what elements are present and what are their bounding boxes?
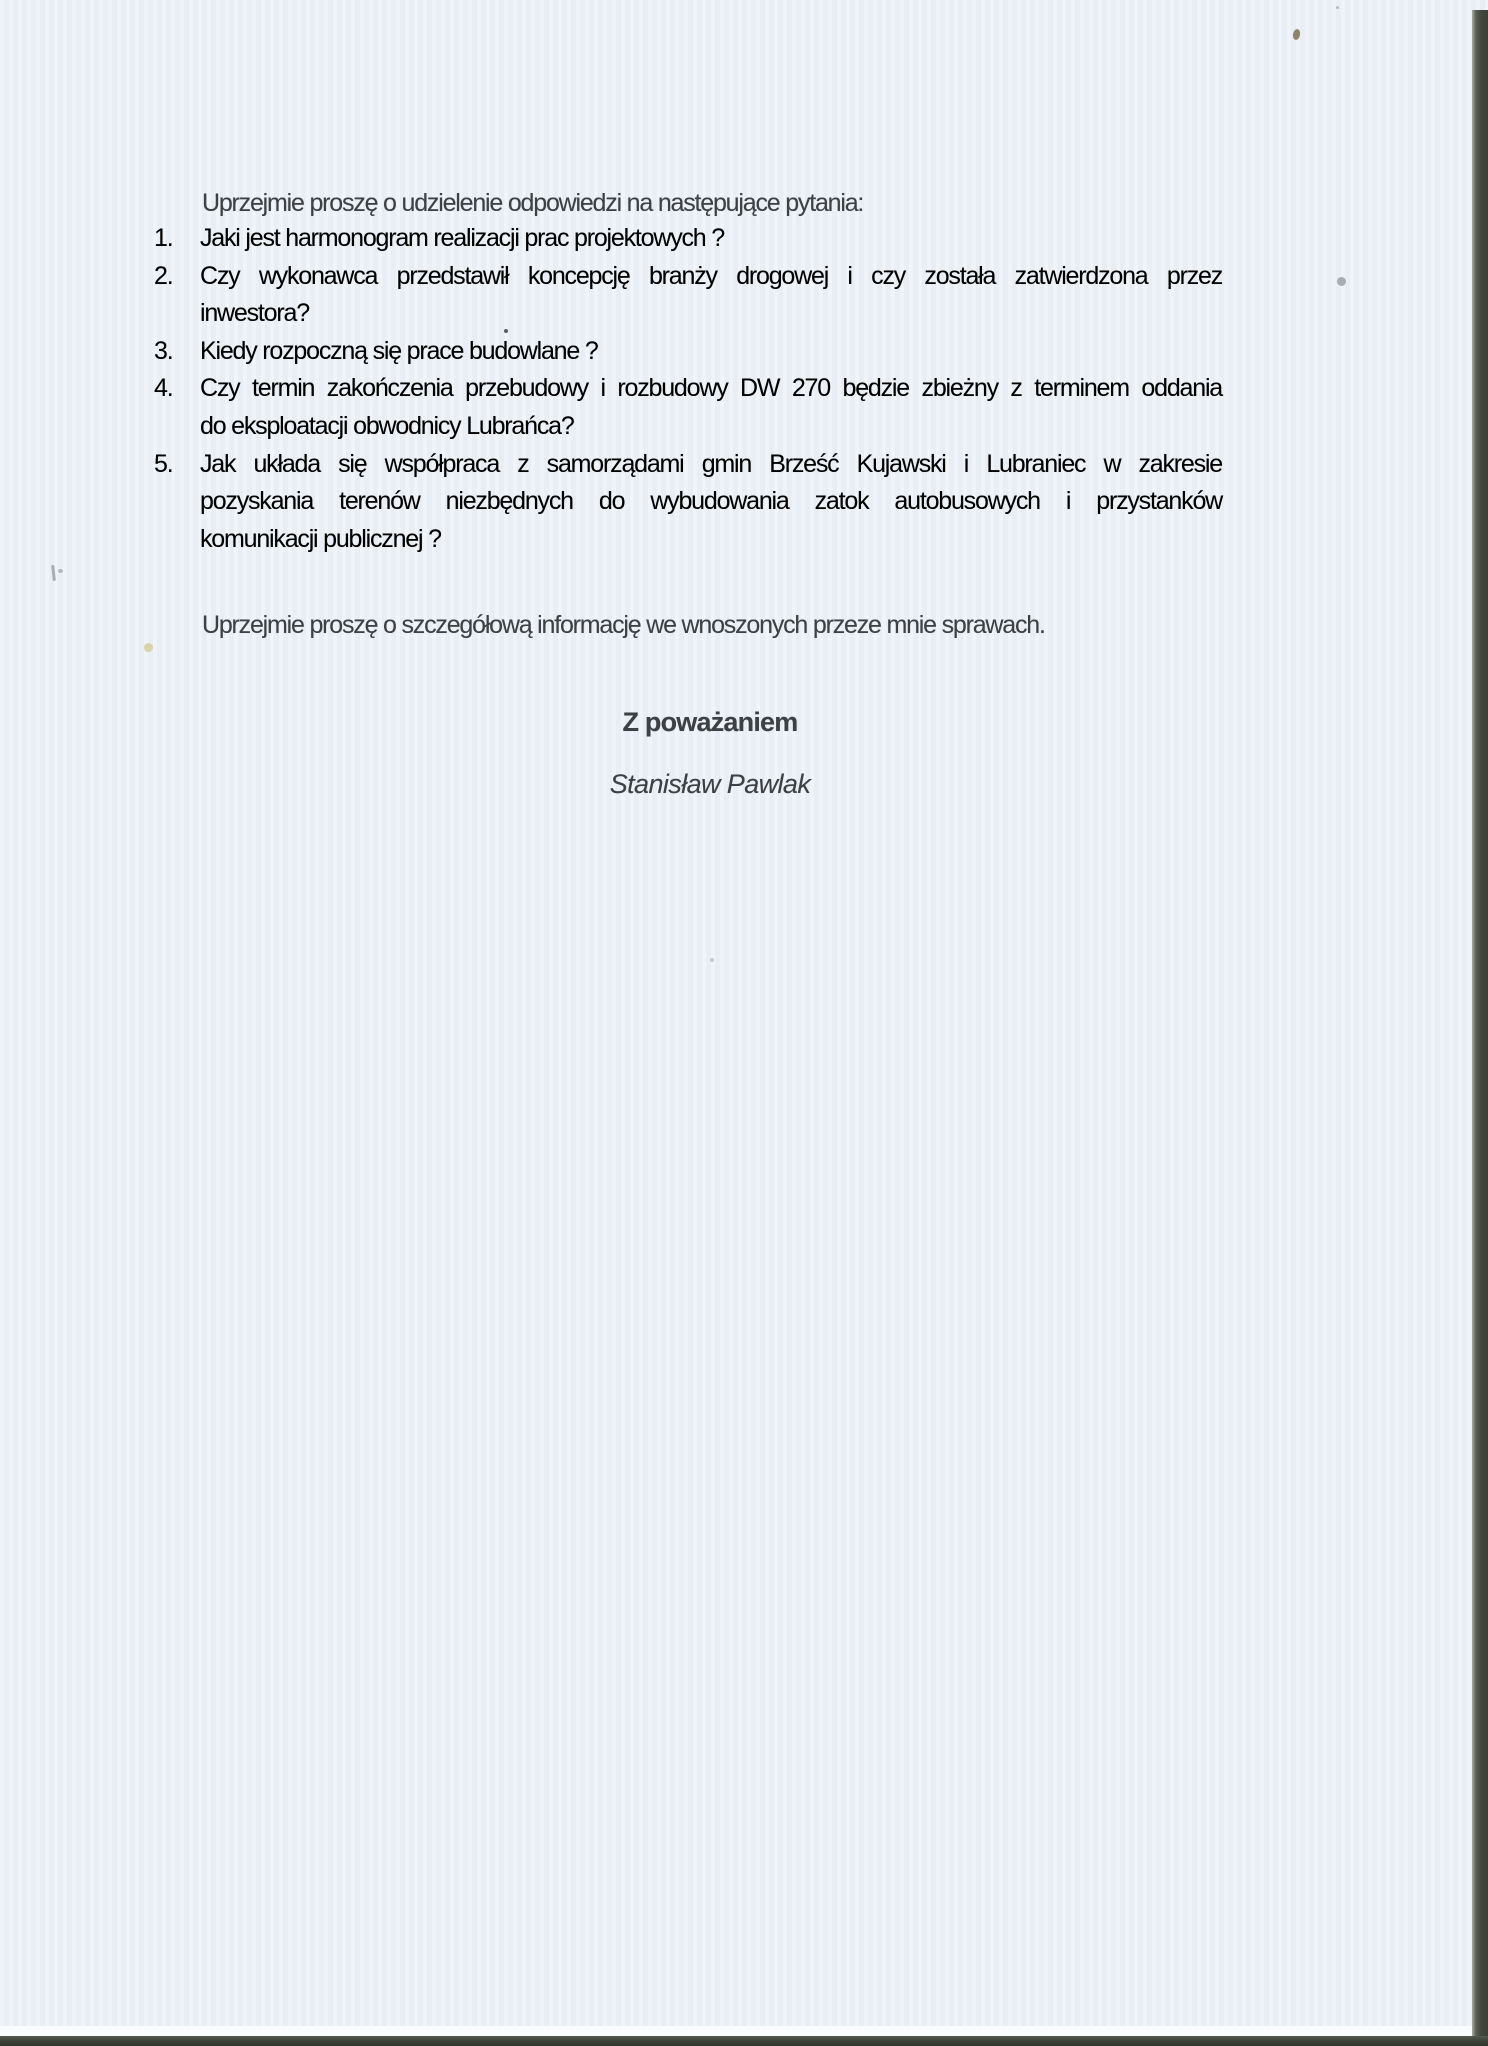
- text-line: do eksploatacji obwodnicy Lubrańca?: [200, 411, 574, 440]
- scan-edge-bottom: [0, 2036, 1488, 2046]
- signature-block: [410, 706, 1010, 800]
- scan-artifact: [1337, 277, 1346, 286]
- question-list: [154, 220, 1222, 558]
- list-item: [154, 220, 1222, 258]
- list-item-number: 3.: [154, 336, 173, 365]
- text-line: Czy wykonawca przedstawił koncepcję branży drogowej i czy została zatwierdzona przez: [200, 261, 1222, 290]
- list-item: [154, 333, 1222, 371]
- text-line: Jak układa się współpraca z samorządami gmin Brześć Kujawski i Lubraniec w zakresie: [200, 449, 1222, 478]
- intro-paragraph: Uprzejmie proszę o udzielenie odpowiedzi na następujące pytania:: [202, 189, 864, 217]
- scan-artifact: [58, 569, 63, 573]
- scan-artifact: [1336, 6, 1339, 9]
- text-line: Jaki jest harmonogram realizacji prac projektowych ?: [200, 224, 724, 252]
- list-item-number: 5.: [154, 449, 173, 478]
- list-item-text: [200, 258, 1222, 333]
- text-line: inwestora?: [200, 299, 309, 328]
- closing-paragraph: Uprzejmie proszę o szczegółową informację we wnoszonych przeze mnie sprawach.: [202, 611, 1045, 639]
- list-item: [154, 258, 1222, 333]
- scan-artifact: [51, 565, 56, 581]
- list-item-number: 2.: [154, 261, 173, 290]
- list-item: [154, 446, 1222, 559]
- list-item-text: [200, 446, 1222, 559]
- scan-artifact: [1292, 28, 1301, 40]
- list-item: [154, 370, 1222, 445]
- list-item-number: 1.: [154, 224, 173, 252]
- scan-edge-right: [1472, 10, 1488, 2046]
- list-item-text: [200, 220, 1222, 258]
- list-item-number: 4.: [154, 374, 173, 403]
- scan-artifact: [710, 958, 714, 962]
- text-line: Kiedy rozpoczną się prace budowlane ?: [200, 336, 598, 365]
- signoff-text: Z poważaniem: [622, 707, 798, 737]
- signature-name: Stanisław Pawlak: [609, 769, 811, 799]
- text-line: pozyskania terenów niezbędnych do wybudowania zatok autobusowych i przystanków: [200, 487, 1222, 516]
- list-item-text: [200, 370, 1222, 445]
- scan-artifact: [144, 643, 153, 652]
- scan-artifact: [504, 329, 508, 333]
- paper-edge-bottom: [0, 2026, 1472, 2036]
- text-line: komunikacji publicznej ?: [200, 524, 441, 553]
- list-item-text: [200, 333, 1222, 371]
- text-line: Czy termin zakończenia przebudowy i rozbudowy DW 270 będzie zbieżny z terminem oddania: [200, 374, 1222, 403]
